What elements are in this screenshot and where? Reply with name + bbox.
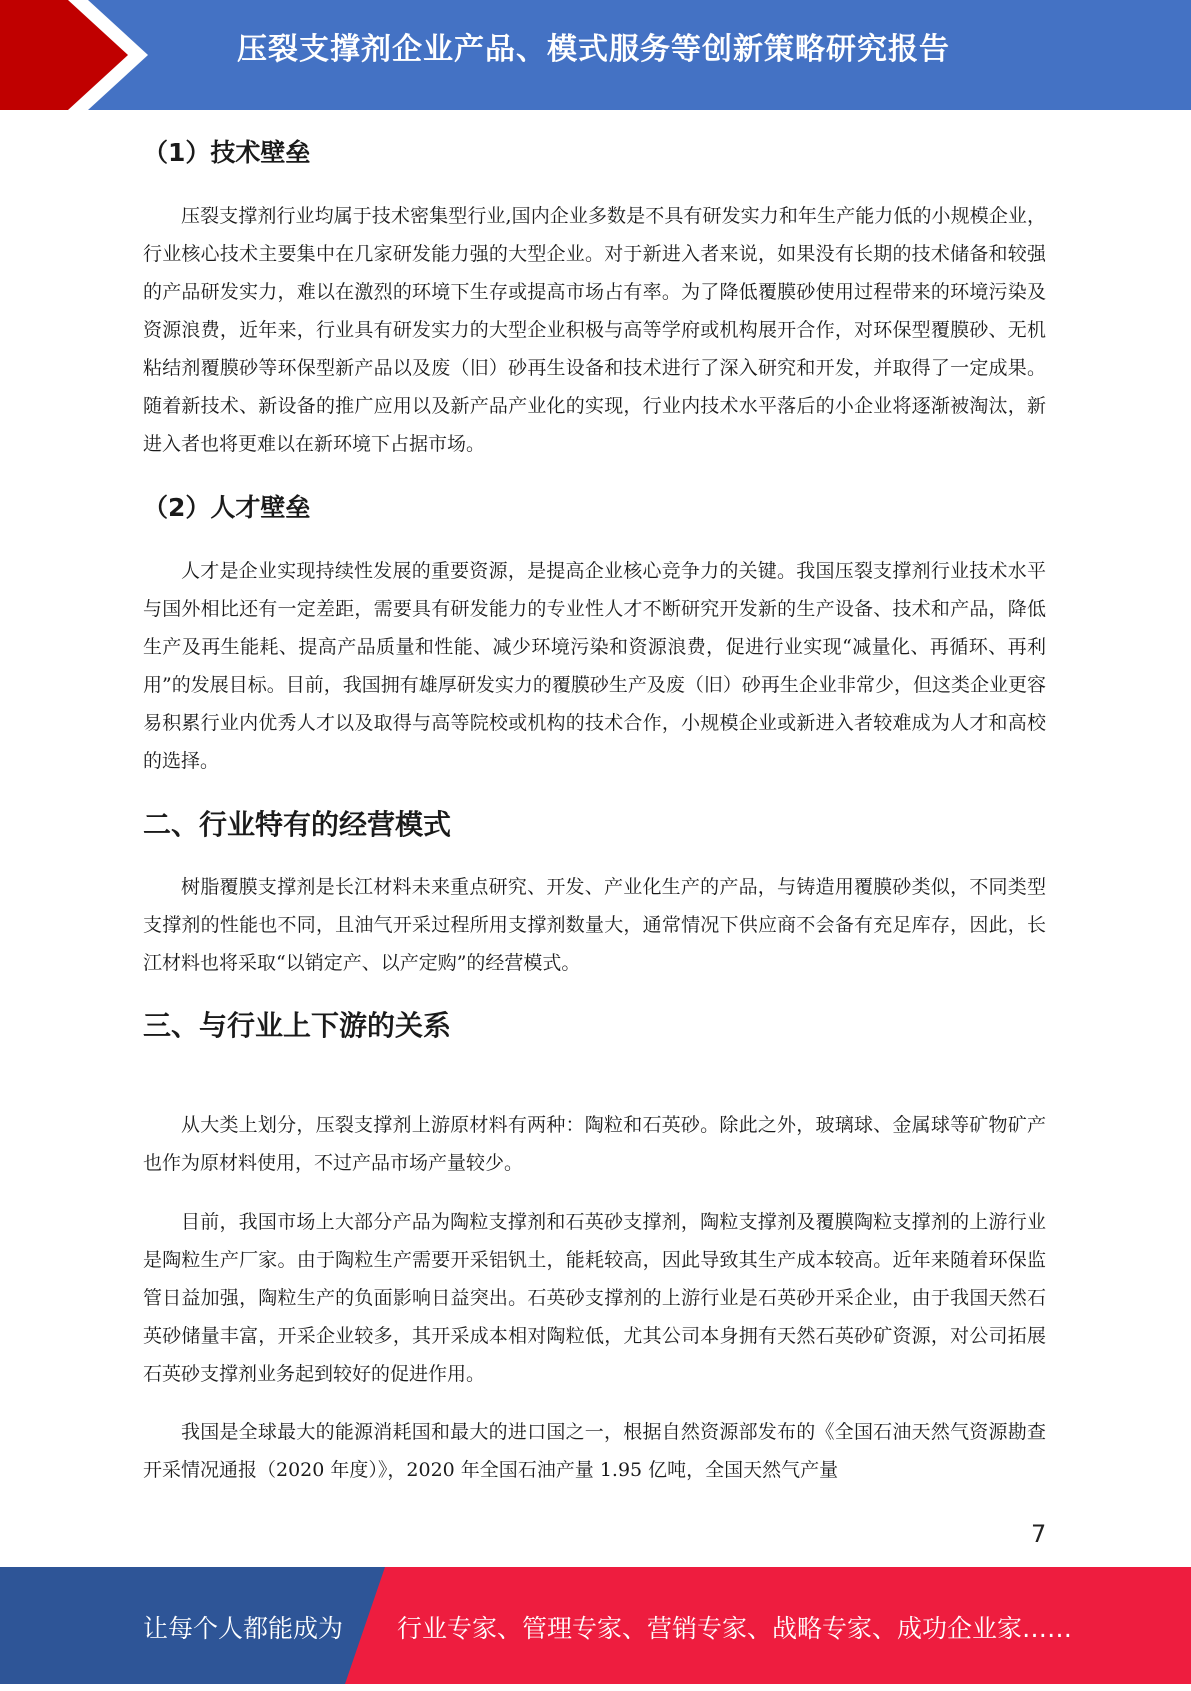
- header-band: [0, 0, 1191, 110]
- section-heading-business-model: 二、行业特有的经营模式: [143, 808, 452, 841]
- paragraph-energy-consumption: 我国是全球最大的能源消耗国和最大的进口国之一，根据自然资源部发布的《全国石油天然气资源勘查开采情况通报（2020 年度）》，2020 年全国石油产量 1.95 亿吨，全国天然气产量: [143, 1421, 1046, 1481]
- footer-slogan-left: 让每个人都能成为: [143, 1614, 344, 1643]
- section-heading-upstream-downstream: 三、与行业上下游的关系: [143, 1009, 452, 1042]
- paragraph-upstream-industry: 目前，我国市场上大部分产品为陶粒支撑剂和石英砂支撑剂，陶粒支撑剂及覆膜陶粒支撑剂的上游行业是陶粒生产厂家。由于陶粒生产需要开采铝钒土，能耗较高，因此导致其生产成本较高。近年来随着环保监管日益加强，陶粒生产的负面影响日益突出。石英砂支撑剂的上游行业是石英砂开采企业，由于我国天然石英砂储量丰富，开采企业较多，其开采成本相对陶粒低，尤其公司本身拥有天然石英砂矿资源，对公司拓展石英砂支撑剂业务起到较好的促进作用。: [143, 1211, 1046, 1385]
- footer-slogan-right: 行业专家、管理专家、营销专家、战略专家、成功企业家……: [397, 1614, 1073, 1643]
- page-number: 7: [1031, 1520, 1047, 1548]
- paragraph-talent-barrier: 人才是企业实现持续性发展的重要资源，是提高企业核心竞争力的关键。我国压裂支撑剂行业技术水平与国外相比还有一定差距，需要具有研发能力的专业性人才不断研究开发新的生产设备、技术和产品，降低生产及再生能耗、提高产品质量和性能、减少环境污染和资源浪费，促进行业实现“减量化、再循环、再利用”的发展目标。目前，我国拥有雄厚研发实力的覆膜砂生产及废（旧）砂再生企业非常少，但这类企业更容易积累行业内优秀人才以及取得与高等院校或机构的技术合作，小规模企业或新进入者较难成为人才和高校的选择。: [143, 560, 1046, 772]
- paragraph-business-model: 树脂覆膜支撑剂是长江材料未来重点研究、开发、产业化生产的产品，与铸造用覆膜砂类似，不同类型支撑剂的性能也不同，且油气开采过程所用支撑剂数量大，通常情况下供应商不会备有充足库存，因此，长江材料也将采取“以销定产、以产定购”的经营模式。: [143, 876, 1046, 974]
- paragraph-technology-barrier: 压裂支撑剂行业均属于技术密集型行业,国内企业多数是不具有研发实力和年生产能力低的小规模企业，行业核心技术主要集中在几家研发能力强的大型企业。对于新进入者来说，如果没有长期的技术储备和较强的产品研发实力，难以在激烈的环境下生存或提高市场占有率。为了降低覆膜砂使用过程带来的环境污染及资源浪费，近年来，行业具有研发实力的大型企业积极与高等学府或机构展开合作，对环保型覆膜砂、无机粘结剂覆膜砂等环保型新产品以及废（旧）砂再生设备和技术进行了深入研究和开发，并取得了一定成果。随着新技术、新设备的推广应用以及新产品产业化的实现，行业内技术水平落后的小企业将逐渐被淘汰，新进入者也将更难以在新环境下占据市场。: [143, 205, 1046, 455]
- footer-band: [0, 1567, 1191, 1684]
- section-heading-technology-barrier: （1）技术壁垒: [143, 138, 311, 167]
- header-arrow-decoration: [0, 0, 160, 110]
- paragraph-raw-materials: 从大类上划分，压裂支撑剂上游原材料有两种：陶粒和石英砂。除此之外，玻璃球、金属球等矿物矿产也作为原材料使用，不过产品市场产量较少。: [143, 1114, 1046, 1174]
- section-heading-talent-barrier: （2）人才壁垒: [143, 493, 311, 522]
- report-title: 压裂支撑剂企业产品、模式服务等创新策略研究报告: [237, 32, 950, 67]
